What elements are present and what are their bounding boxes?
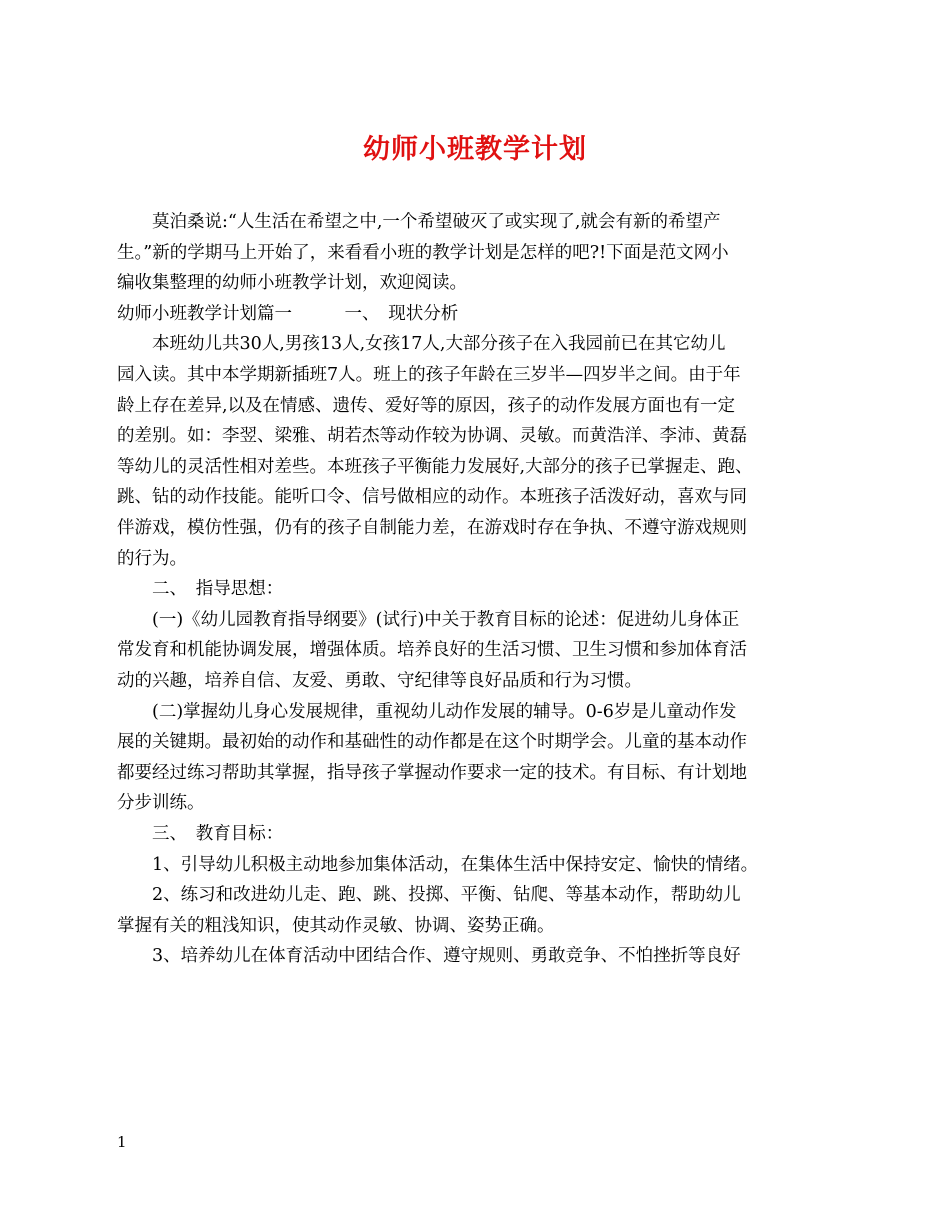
page-number: 1 bbox=[117, 1133, 127, 1151]
body-text-line: 跳、钻的动作技能。能听口令、信号做相应的动作。本班孩子活泼好动，喜欢与同 bbox=[117, 487, 747, 508]
body-text-line: (一)《幼儿园教育指导纲要》(试行)中关于教育目标的论述：促进幼儿身体正 bbox=[117, 609, 740, 630]
body-text-line: 等幼儿的灵活性相对差些。本班孩子平衡能力发展好,大部分的孩子已掌握走、跑、 bbox=[117, 456, 753, 477]
body-text-line: 1、引导幼儿积极主动地参加集体活动，在集体生活中保持安定、愉快的情绪。 bbox=[117, 854, 759, 875]
body-text-line: 三、 教育目标： bbox=[117, 824, 284, 844]
body-text-line: 都要经过练习帮助其掌握，指导孩子掌握动作要求一定的技术。有目标、有计划地 bbox=[117, 762, 747, 783]
body-text-line: 龄上存在差异,以及在情感、遗传、爱好等的原因，孩子的动作发展方面也有一定 bbox=[117, 395, 736, 416]
body-text-line: 编收集整理的幼师小班教学计划，欢迎阅读。 bbox=[117, 273, 467, 294]
body-text-line: 莫泊桑说:“人生活在希望之中,一个希望破灭了或实现了,就会有新的希望产 bbox=[117, 212, 721, 232]
body-text-line: 生。”新的学期马上开始了，来看看小班的教学计划是怎样的吧?!下面是范文网小 bbox=[117, 242, 729, 263]
body-text-line: 3、培养幼儿在体育活动中团结合作、遵守规则、勇敢竞争、不怕挫折等良好 bbox=[117, 946, 741, 967]
body-text-line: 伴游戏，模仿性强，仍有的孩子自制能力差，在游戏时存在争执、不遵守游戏规则 bbox=[117, 518, 747, 538]
body-text-line: (二)掌握幼儿身心发展规律，重视幼儿动作发展的辅导。0-6岁是儿童动作发 bbox=[117, 701, 737, 722]
body-text-line: 展的关键期。最初始的动作和基础性的动作都是在这个时期学会。儿童的基本动作 bbox=[117, 732, 747, 753]
body-text-line: 动的兴趣，培养自信、友爱、勇敢、守纪律等良好品质和行为习惯。 bbox=[117, 671, 642, 691]
body-text-line: 园入读。其中本学期新插班7人。班上的孩子年龄在三岁半—四岁半之间。由于年 bbox=[117, 365, 741, 385]
body-text-line: 二、 指导思想： bbox=[117, 579, 284, 600]
body-text-line: 掌握有关的粗浅知识，使其动作灵敏、协调、姿势正确。 bbox=[117, 915, 555, 936]
body-text-line: 本班幼儿共30人,男孩13人,女孩17人,大部分孩子在入我园前已在其它幼儿 bbox=[117, 334, 726, 355]
body-text-line: 幼师小班教学计划篇一 一、 现状分析 bbox=[117, 303, 459, 324]
body-text-line: 常发育和机能协调发展，增强体质。培养良好的生活习惯、卫生习惯和参加体育活 bbox=[117, 640, 747, 661]
document-title: 幼师小班教学计划 bbox=[363, 134, 587, 165]
body-text-line: 分步训练。 bbox=[117, 793, 205, 814]
body-text-line: 的行为。 bbox=[117, 548, 187, 569]
body-text-line: 2、练习和改进幼儿走、跑、跳、投掷、平衡、钻爬、等基本动作，帮助幼儿 bbox=[117, 885, 741, 906]
body-text-line: 的差别。如：李翌、梁雅、胡若杰等动作较为协调、灵敏。而黄浩洋、李沛、黄磊 bbox=[117, 426, 747, 447]
